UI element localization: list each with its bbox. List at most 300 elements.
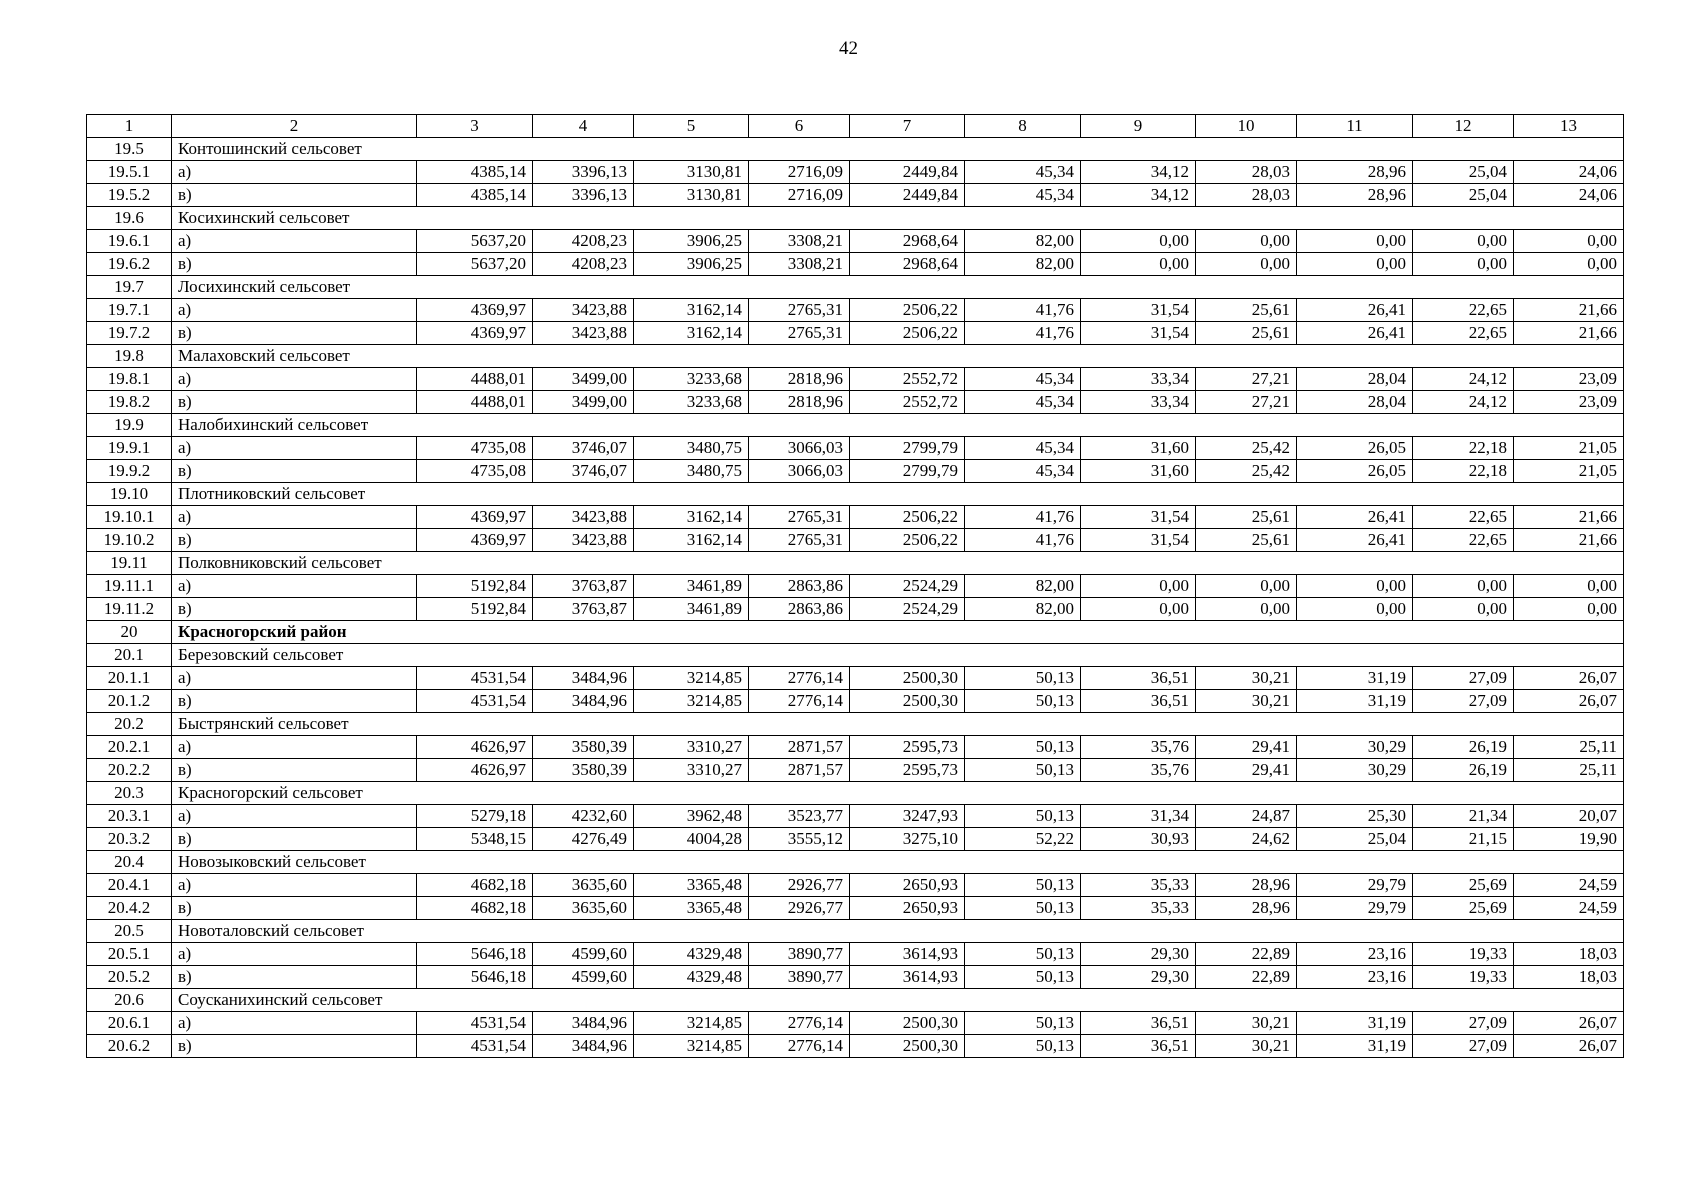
table-row [87,253,1624,276]
table-row [87,322,1624,345]
value-cell: 3614,93 [850,966,965,989]
value-cell: 24,12 [1413,368,1514,391]
value-cell: 22,18 [1413,437,1514,460]
row-number: 19.7.1 [87,299,172,322]
value-cell: 45,34 [965,161,1081,184]
value-cell: 0,00 [1514,598,1624,621]
table-row [87,230,1624,253]
value-cell: 25,69 [1413,874,1514,897]
value-cell: 2926,77 [749,874,850,897]
value-cell: 4385,14 [417,184,533,207]
value-cell: 2776,14 [749,1035,850,1058]
value-cell: 2799,79 [850,437,965,460]
value-cell: 5192,84 [417,598,533,621]
row-label: а) [172,506,417,529]
value-cell: 3214,85 [634,667,749,690]
table-row [87,529,1624,552]
row-label: а) [172,368,417,391]
council-name: Соусканихинский сельсовет [172,989,1624,1012]
value-cell: 36,51 [1081,690,1196,713]
value-cell: 5646,18 [417,943,533,966]
value-cell: 3130,81 [634,184,749,207]
row-number: 19.7.2 [87,322,172,345]
table-row [87,460,1624,483]
value-cell: 45,34 [965,184,1081,207]
row-number: 20.5.2 [87,966,172,989]
value-cell: 22,65 [1413,322,1514,345]
value-cell: 41,76 [965,322,1081,345]
row-label: в) [172,828,417,851]
column-number-header: 13 [1514,115,1624,138]
value-cell: 2506,22 [850,299,965,322]
table-row [87,391,1624,414]
value-cell: 31,19 [1297,1012,1413,1035]
value-cell: 3396,13 [533,184,634,207]
value-cell: 3308,21 [749,253,850,276]
value-cell: 29,30 [1081,966,1196,989]
value-cell: 26,07 [1514,690,1624,713]
value-cell: 21,05 [1514,460,1624,483]
council-row [87,276,1624,299]
row-number: 19.10.1 [87,506,172,529]
value-cell: 28,96 [1297,184,1413,207]
value-cell: 4682,18 [417,874,533,897]
value-cell: 26,41 [1297,322,1413,345]
row-number: 20.1.2 [87,690,172,713]
value-cell: 36,51 [1081,1035,1196,1058]
value-cell: 4531,54 [417,690,533,713]
value-cell: 25,30 [1297,805,1413,828]
value-cell: 2765,31 [749,506,850,529]
table-row [87,874,1624,897]
value-cell: 3890,77 [749,966,850,989]
row-number: 20.6 [87,989,172,1012]
value-cell: 29,79 [1297,897,1413,920]
value-cell: 21,66 [1514,299,1624,322]
value-cell: 30,21 [1196,690,1297,713]
header-row [87,115,1624,138]
value-cell: 3484,96 [533,690,634,713]
row-label: а) [172,437,417,460]
row-number: 20.5.1 [87,943,172,966]
table-row [87,184,1624,207]
value-cell: 2552,72 [850,368,965,391]
council-row [87,782,1624,805]
row-label: а) [172,805,417,828]
value-cell: 5279,18 [417,805,533,828]
row-label: а) [172,161,417,184]
value-cell: 4329,48 [634,943,749,966]
value-cell: 0,00 [1196,253,1297,276]
row-number: 20.4 [87,851,172,874]
value-cell: 4488,01 [417,391,533,414]
value-cell: 36,51 [1081,667,1196,690]
value-cell: 4004,28 [634,828,749,851]
value-cell: 50,13 [965,805,1081,828]
value-cell: 21,05 [1514,437,1624,460]
value-cell: 3461,89 [634,598,749,621]
value-cell: 0,00 [1081,598,1196,621]
value-cell: 2506,22 [850,529,965,552]
value-cell: 3310,27 [634,736,749,759]
value-cell: 4329,48 [634,966,749,989]
value-cell: 2871,57 [749,736,850,759]
value-cell: 4599,60 [533,943,634,966]
value-cell: 3214,85 [634,690,749,713]
value-cell: 0,00 [1297,598,1413,621]
table-row [87,736,1624,759]
value-cell: 19,33 [1413,943,1514,966]
column-number-header: 4 [533,115,634,138]
council-name: Быстрянский сельсовет [172,713,1624,736]
value-cell: 45,34 [965,368,1081,391]
value-cell: 30,21 [1196,667,1297,690]
value-cell: 0,00 [1196,598,1297,621]
value-cell: 3162,14 [634,506,749,529]
value-cell: 25,61 [1196,506,1297,529]
row-label: в) [172,253,417,276]
value-cell: 27,21 [1196,368,1297,391]
row-label: а) [172,575,417,598]
value-cell: 18,03 [1514,943,1624,966]
value-cell: 3499,00 [533,368,634,391]
value-cell: 2500,30 [850,690,965,713]
council-row [87,920,1624,943]
value-cell: 0,00 [1297,230,1413,253]
row-label: в) [172,598,417,621]
value-cell: 25,04 [1413,184,1514,207]
tariff-table [86,114,1624,1058]
row-label: в) [172,529,417,552]
value-cell: 3763,87 [533,598,634,621]
value-cell: 2765,31 [749,322,850,345]
value-cell: 34,12 [1081,161,1196,184]
value-cell: 30,21 [1196,1012,1297,1035]
value-cell: 25,61 [1196,322,1297,345]
value-cell: 3214,85 [634,1035,749,1058]
value-cell: 0,00 [1514,575,1624,598]
council-row [87,483,1624,506]
value-cell: 2650,93 [850,874,965,897]
value-cell: 24,59 [1514,874,1624,897]
value-cell: 27,09 [1413,1012,1514,1035]
value-cell: 50,13 [965,943,1081,966]
value-cell: 24,06 [1514,161,1624,184]
value-cell: 27,09 [1413,690,1514,713]
value-cell: 19,33 [1413,966,1514,989]
table-body [87,138,1624,1058]
value-cell: 25,04 [1297,828,1413,851]
value-cell: 0,00 [1081,230,1196,253]
value-cell: 26,05 [1297,460,1413,483]
value-cell: 3580,39 [533,736,634,759]
row-label: в) [172,897,417,920]
row-number: 19.9.1 [87,437,172,460]
value-cell: 3555,12 [749,828,850,851]
value-cell: 5637,20 [417,230,533,253]
row-number: 19.10 [87,483,172,506]
value-cell: 0,00 [1081,253,1196,276]
council-name: Новоталовский сельсовет [172,920,1624,943]
value-cell: 25,42 [1196,460,1297,483]
value-cell: 25,61 [1196,529,1297,552]
council-name: Красногорский сельсовет [172,782,1624,805]
value-cell: 29,30 [1081,943,1196,966]
value-cell: 30,29 [1297,736,1413,759]
value-cell: 52,22 [965,828,1081,851]
value-cell: 25,69 [1413,897,1514,920]
value-cell: 35,33 [1081,874,1196,897]
row-number: 19.6.2 [87,253,172,276]
value-cell: 4385,14 [417,161,533,184]
row-number: 20.3.2 [87,828,172,851]
table-row [87,598,1624,621]
value-cell: 3214,85 [634,1012,749,1035]
row-label: в) [172,460,417,483]
value-cell: 45,34 [965,437,1081,460]
row-number: 19.7 [87,276,172,299]
column-number-header: 3 [417,115,533,138]
value-cell: 4735,08 [417,460,533,483]
column-number-header: 1 [87,115,172,138]
value-cell: 50,13 [965,1012,1081,1035]
value-cell: 31,60 [1081,460,1196,483]
value-cell: 30,29 [1297,759,1413,782]
table-row [87,575,1624,598]
table-row [87,943,1624,966]
value-cell: 27,21 [1196,391,1297,414]
row-number: 19.9.2 [87,460,172,483]
council-name: Косихинский сельсовет [172,207,1624,230]
row-number: 19.5.2 [87,184,172,207]
council-row [87,138,1624,161]
council-name: Березовский сельсовет [172,644,1624,667]
value-cell: 23,09 [1514,368,1624,391]
council-name: Лосихинский сельсовет [172,276,1624,299]
row-number: 20.2.1 [87,736,172,759]
value-cell: 3635,60 [533,897,634,920]
value-cell: 26,07 [1514,1012,1624,1035]
value-cell: 25,11 [1514,736,1624,759]
value-cell: 5348,15 [417,828,533,851]
row-label: в) [172,966,417,989]
council-name: Полковниковский сельсовет [172,552,1624,575]
row-number: 20.3.1 [87,805,172,828]
value-cell: 3746,07 [533,437,634,460]
value-cell: 34,12 [1081,184,1196,207]
value-cell: 50,13 [965,759,1081,782]
value-cell: 82,00 [965,230,1081,253]
value-cell: 2818,96 [749,368,850,391]
row-number: 19.5.1 [87,161,172,184]
row-label: а) [172,874,417,897]
value-cell: 4208,23 [533,230,634,253]
value-cell: 21,66 [1514,506,1624,529]
value-cell: 29,41 [1196,736,1297,759]
district-name: Красногорский район [172,621,1624,644]
value-cell: 4369,97 [417,322,533,345]
value-cell: 31,54 [1081,299,1196,322]
value-cell: 3247,93 [850,805,965,828]
row-label: а) [172,1012,417,1035]
value-cell: 41,76 [965,299,1081,322]
value-cell: 4626,97 [417,759,533,782]
value-cell: 3066,03 [749,437,850,460]
value-cell: 3763,87 [533,575,634,598]
column-number-header: 9 [1081,115,1196,138]
value-cell: 2716,09 [749,184,850,207]
value-cell: 3423,88 [533,529,634,552]
table-row [87,161,1624,184]
value-cell: 30,93 [1081,828,1196,851]
value-cell: 50,13 [965,1035,1081,1058]
row-label: в) [172,1035,417,1058]
value-cell: 4488,01 [417,368,533,391]
value-cell: 28,03 [1196,184,1297,207]
row-number: 20 [87,621,172,644]
row-number: 20.2.2 [87,759,172,782]
value-cell: 29,41 [1196,759,1297,782]
row-number: 19.8.1 [87,368,172,391]
row-number: 20.1 [87,644,172,667]
value-cell: 2449,84 [850,184,965,207]
value-cell: 0,00 [1297,575,1413,598]
value-cell: 2818,96 [749,391,850,414]
value-cell: 3066,03 [749,460,850,483]
value-cell: 19,90 [1514,828,1624,851]
value-cell: 2863,86 [749,598,850,621]
council-name: Малаховский сельсовет [172,345,1624,368]
value-cell: 4232,60 [533,805,634,828]
value-cell: 3310,27 [634,759,749,782]
value-cell: 3275,10 [850,828,965,851]
row-number: 19.6.1 [87,230,172,253]
value-cell: 25,61 [1196,299,1297,322]
column-number-header: 7 [850,115,965,138]
value-cell: 31,54 [1081,506,1196,529]
value-cell: 0,00 [1514,253,1624,276]
row-number: 20.6.1 [87,1012,172,1035]
row-number: 19.11.1 [87,575,172,598]
value-cell: 4626,97 [417,736,533,759]
council-name: Новозыковский сельсовет [172,851,1624,874]
column-number-header: 6 [749,115,850,138]
value-cell: 2716,09 [749,161,850,184]
value-cell: 2524,29 [850,575,965,598]
value-cell: 3162,14 [634,299,749,322]
value-cell: 4369,97 [417,529,533,552]
value-cell: 2500,30 [850,1035,965,1058]
row-number: 20.2 [87,713,172,736]
table-row [87,299,1624,322]
value-cell: 82,00 [965,575,1081,598]
value-cell: 2926,77 [749,897,850,920]
value-cell: 26,41 [1297,506,1413,529]
value-cell: 31,34 [1081,805,1196,828]
value-cell: 28,96 [1196,874,1297,897]
value-cell: 21,15 [1413,828,1514,851]
row-number: 19.9 [87,414,172,437]
value-cell: 22,65 [1413,299,1514,322]
value-cell: 3635,60 [533,874,634,897]
value-cell: 50,13 [965,690,1081,713]
value-cell: 22,89 [1196,966,1297,989]
value-cell: 0,00 [1413,575,1514,598]
value-cell: 29,79 [1297,874,1413,897]
row-number: 19.6 [87,207,172,230]
value-cell: 41,76 [965,529,1081,552]
value-cell: 2776,14 [749,1012,850,1035]
value-cell: 33,34 [1081,368,1196,391]
value-cell: 2871,57 [749,759,850,782]
row-label: а) [172,667,417,690]
value-cell: 28,96 [1297,161,1413,184]
row-number: 20.5 [87,920,172,943]
council-row [87,851,1624,874]
value-cell: 26,19 [1413,736,1514,759]
value-cell: 28,04 [1297,391,1413,414]
value-cell: 31,19 [1297,690,1413,713]
value-cell: 2595,73 [850,736,965,759]
table-row [87,759,1624,782]
value-cell: 26,07 [1514,667,1624,690]
value-cell: 3499,00 [533,391,634,414]
council-name: Налобихинский сельсовет [172,414,1624,437]
value-cell: 2776,14 [749,690,850,713]
value-cell: 2650,93 [850,897,965,920]
value-cell: 26,07 [1514,1035,1624,1058]
council-name: Плотниковский сельсовет [172,483,1624,506]
value-cell: 31,54 [1081,322,1196,345]
value-cell: 3484,96 [533,1012,634,1035]
value-cell: 18,03 [1514,966,1624,989]
column-number-header: 2 [172,115,417,138]
value-cell: 3233,68 [634,391,749,414]
value-cell: 50,13 [965,736,1081,759]
value-cell: 4531,54 [417,1035,533,1058]
value-cell: 23,16 [1297,943,1413,966]
council-row [87,345,1624,368]
value-cell: 3423,88 [533,322,634,345]
value-cell: 50,13 [965,897,1081,920]
value-cell: 2500,30 [850,1012,965,1035]
row-number: 19.11 [87,552,172,575]
table-row [87,690,1624,713]
value-cell: 2595,73 [850,759,965,782]
district-row [87,621,1624,644]
value-cell: 4682,18 [417,897,533,920]
value-cell: 27,09 [1413,667,1514,690]
value-cell: 22,18 [1413,460,1514,483]
table-row [87,667,1624,690]
table-header [87,115,1624,138]
value-cell: 28,03 [1196,161,1297,184]
value-cell: 24,59 [1514,897,1624,920]
value-cell: 50,13 [965,874,1081,897]
value-cell: 2524,29 [850,598,965,621]
value-cell: 36,51 [1081,1012,1196,1035]
row-label: в) [172,690,417,713]
value-cell: 31,60 [1081,437,1196,460]
row-number: 19.11.2 [87,598,172,621]
value-cell: 30,21 [1196,1035,1297,1058]
value-cell: 3365,48 [634,874,749,897]
value-cell: 2799,79 [850,460,965,483]
table-row [87,966,1624,989]
council-row [87,989,1624,1012]
value-cell: 25,42 [1196,437,1297,460]
value-cell: 3962,48 [634,805,749,828]
